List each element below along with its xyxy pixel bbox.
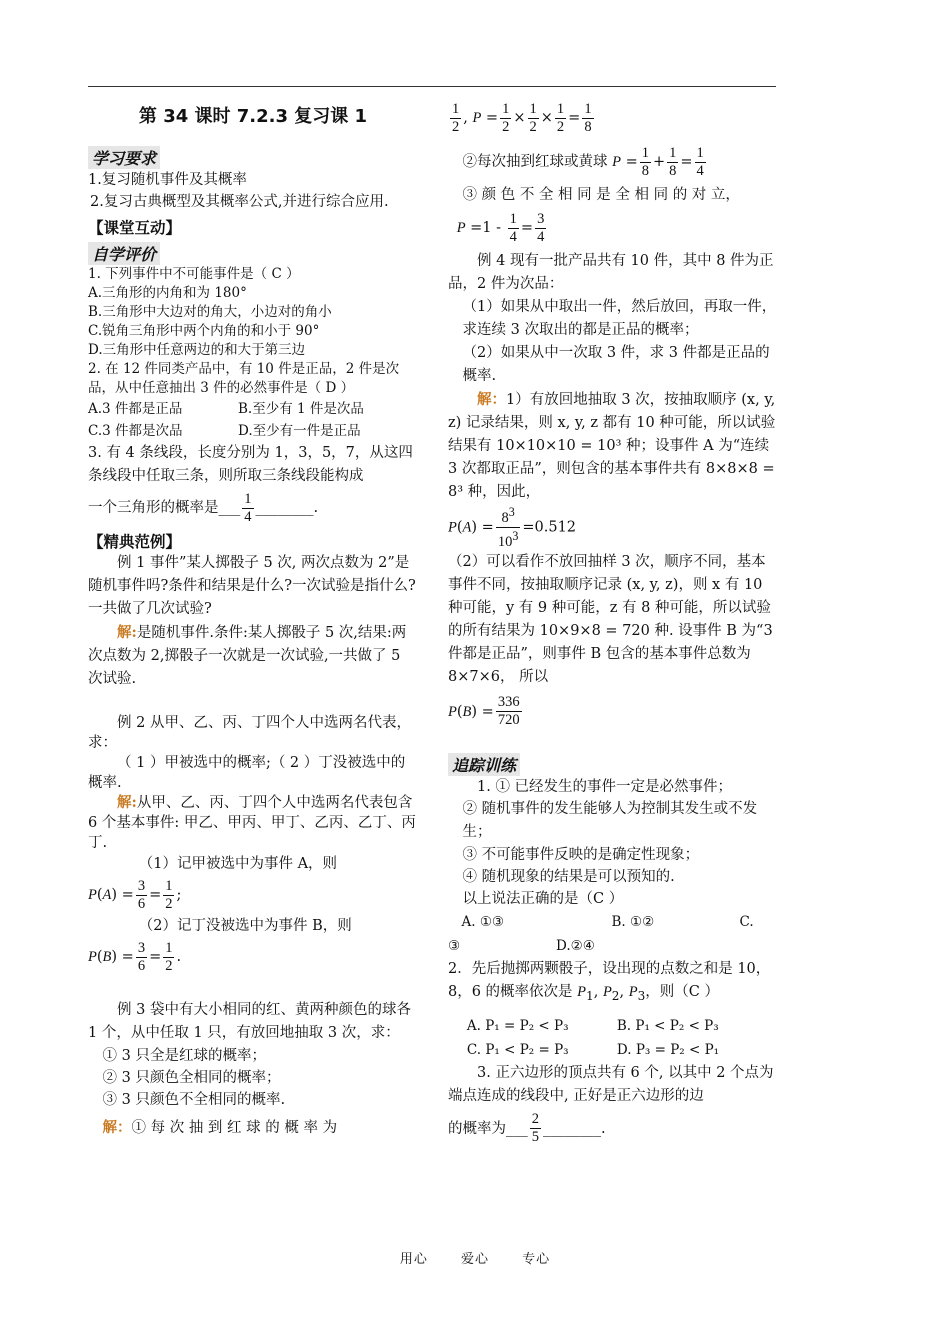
example-3: 例 3 袋中有大小相同的红、黄两种颜色的球各 1 个，从中任取 1 只，有放回地抽取 3 次，求： [88,1002,411,1041]
question-1-option-c: C.锐角三角形中两个内角的和小于 90° [88,323,320,339]
question-3: 3. 有 4 条线段，长度分别为 1，3，5，7，从这四条线段中任取三条，则所取三条线段能构成 [88,445,413,484]
page-title: 第 34 课时 7.2.3 复习课 1 [138,106,368,127]
training-3: 3. 正六边形的顶点共有 6 个, 以其中 2 个点为端点连成的线段中, 正好是正六边形的边 [448,1064,774,1104]
training-2-options-cd [448,1038,778,1062]
example-4-pb: P(B) = $\frac{336}{720}$ [448,694,520,729]
training-1-item-2: ② 随机事件的发生能够人为控制其发生或不发生； [462,800,758,840]
example-4-q2: （2）如果从中一次取 3 件，求 3 件都是正品的概率. [462,345,770,384]
training-1-item-3: ③ 不可能事件反映的是确定性现象； [462,846,700,863]
example-4: 例 4 现有一批产品共有 10 件，其中 8 件为正品，2 件为次品： [448,253,774,292]
training-1-option-d: D.②④ [556,937,595,954]
section-heading-self-eval: 自学评价 [88,242,160,265]
example-4-pa: P(A) = $\frac{8^3}{10^3}$ =0.512 [448,505,577,550]
training-1: 1. ① 已经发生的事件一定是必然事件； [477,778,733,795]
header-rule [88,86,776,87]
example-2: 例 2 从甲、乙、丙、丁四个人中选两名代表，求： [88,715,411,751]
question-2-option-a: A.3 件都是正品 [88,401,183,417]
example-2-questions: （ 1 ）甲被选中的概率;（ 2 ）丁没被选中的概率. [88,755,406,791]
footer-word-1: 用心 [399,1252,428,1267]
training-1-options [448,910,778,934]
section-heading-requirements: 学习要求 [88,146,160,169]
example-3-solution-start: 解：① 每 次 抽 到 红 球 的 概 率 为 [102,1119,338,1136]
question-2: 2. 在 12 件同类产品中，有 10 件是正品，2 件是次品，从中任意抽出 3 件的必然事件是（ D ） [88,361,400,396]
training-2-option-c: C. P₁ < P₂ = P₃ [466,1041,569,1058]
training-3-answer-line: 的概率为___ $\frac{2}{5}$ ________. [448,1111,606,1146]
example-3-item-3: ③ 3 只颜色不全相同的概率. [102,1092,286,1108]
example-1-solution: 解:是随机事件.条件:某人掷骰子 5 次,结果:两次点数为 2,掷骰子一次就是一次试验,一共做了 5 次试验. [88,624,407,687]
section-heading-interaction: 【课堂互动】 [88,219,182,237]
example-1: 例 1 事件”某人掷骰子 5 次, 两次点数为 2”是随机事件吗?条件和结果是什么?一次试验是指什么?一共做了几次试验? [88,555,416,617]
example-3-item-2: ② 3 只颜色全相同的概率； [102,1070,281,1086]
example-3-p-same: ②每次抽到红球或黄球 P = $\frac{1}{8}$ + $\frac{1}{8}$ = $\frac{1}{4}$ [462,144,704,179]
example-2-pb: P(B) = $\frac{3}{6}$ = $\frac{1}{2}$ . [88,939,182,974]
section-heading-training: 追踪训练 [448,753,520,776]
example-2-solution: 解:从甲、乙、丙、丁四个人中选两名代表包含 6 个基本事件: 甲乙、甲丙、甲丁、乙丙、乙丁、丙丁. [88,794,416,851]
footer-word-3: 专心 [522,1252,551,1267]
question-1: 1. 下列事件中不可能事件是（ C ） [88,266,300,282]
question-3-answer-line: 一个三角形的概率是___ $\frac{1}{4}$ ________. [88,490,319,525]
question-2-option-d: D.至少有一件是正品 [238,423,361,439]
example-2-pa: P(A) = $\frac{3}{6}$ = $\frac{1}{2}$ ; [88,877,182,912]
training-1-answer: 以上说法正确的是（C ） [462,890,624,907]
training-1-option-a: A. ①③ [461,913,505,930]
question-1-option-a: A.三角形的内角和为 180° [88,285,247,301]
training-2-option-d: D. P₃ = P₂ < P₁ [616,1041,720,1058]
training-1-item-4: ④ 随机现象的结果是可以预知的. [462,868,675,885]
example-2-step-1: （1）记甲被选中为事件 A，则 [138,856,338,872]
requirement-1: 1.复习随机事件及其概率 [88,172,247,188]
training-2: 2．先后抛掷两颗骰子，设出现的点数之和是 10，8，6 的概率依次是 $P_1$, $P_2$, $P_3$，则（C ） [448,960,771,1003]
page-footer [0,1248,950,1267]
training-1-option-c-value: ③ [448,937,461,954]
example-3-p-red: $\frac{1}{2}$ , P = $\frac{1}{2}$ × $\frac{1}{2}$ × $\frac{1}{2}$ = $\frac{1}{8}$ [452,100,592,135]
example-3-item-1: ① 3 只全是红球的概率； [102,1048,266,1064]
left-column [88,96,418,1139]
question-2-option-c: C.3 件都是次品 [88,423,183,439]
question-1-option-b: B.三角形中大边对的角大，小边对的角小 [88,304,332,320]
footer-word-2: 爱心 [460,1252,489,1267]
question-1-option-d: D.三角形中任意两边的和大于第三边 [88,342,306,358]
training-2-option-b: B. P₁ < P₂ < P₃ [616,1017,719,1034]
training-1-option-b: B. ①② [611,913,655,930]
example-3-p-complement: P =1 - $\frac{1}{4}$ = $\frac{3}{4}$ [456,210,545,245]
fraction-2-5: $\frac{2}{5}$ [531,1111,539,1146]
training-2-option-a: A. P₁ = P₂ < P₃ [466,1017,569,1034]
section-heading-examples: 【精典范例】 [88,533,182,551]
example-2-step-2: （2）记丁没被选中为事件 B，则 [138,918,352,934]
training-2-options-ab [448,1014,778,1038]
training-1-option-c: C. [739,913,754,930]
training-1-options-2 [448,934,778,958]
example-4-solution-2: （2）可以看作不放回抽样 3 次，顺序不同，基本事件不同，按抽取顺序记录 (x, y, z)，则 x 有 10 种可能，y 有 9 种可能，z 有 8 种可能，所以试验的所有结果为 10×9×8 = 720 种. 设事件 B 为“3 件都是正品”，则事件 B 包含的基本事件总数为 8×7×6， 所以 [448,553,773,685]
question-2-option-b: B.至少有 1 件是次品 [238,401,364,417]
example-4-q1: （1）如果从中取出一件，然后放回，再取一件，求连续 3 次取出的都是正品的概率； [462,299,777,338]
right-column [448,96,778,1150]
requirement-2: 2.复习古典概型及其概率公式,并进行综合应用. [90,194,389,210]
fraction-1-4: $\frac{1}{4}$ [244,490,252,525]
example-3-p-complement-text: ③ 颜 色 不 全 相 同 是 全 相 同 的 对 立， [462,187,740,203]
example-4-solution-1: 解：1）有放回地抽取 3 次，按抽取顺序 (x, y, z) 记录结果，则 x, y, z 都有 10 种可能，所以试验结果有 10×10×10 = 10³ 种；设事件 A 为“连续 3 次都取正品”，则包含的基本事件共有 8×8×8 = 8³ 种，因此， [448,391,776,500]
